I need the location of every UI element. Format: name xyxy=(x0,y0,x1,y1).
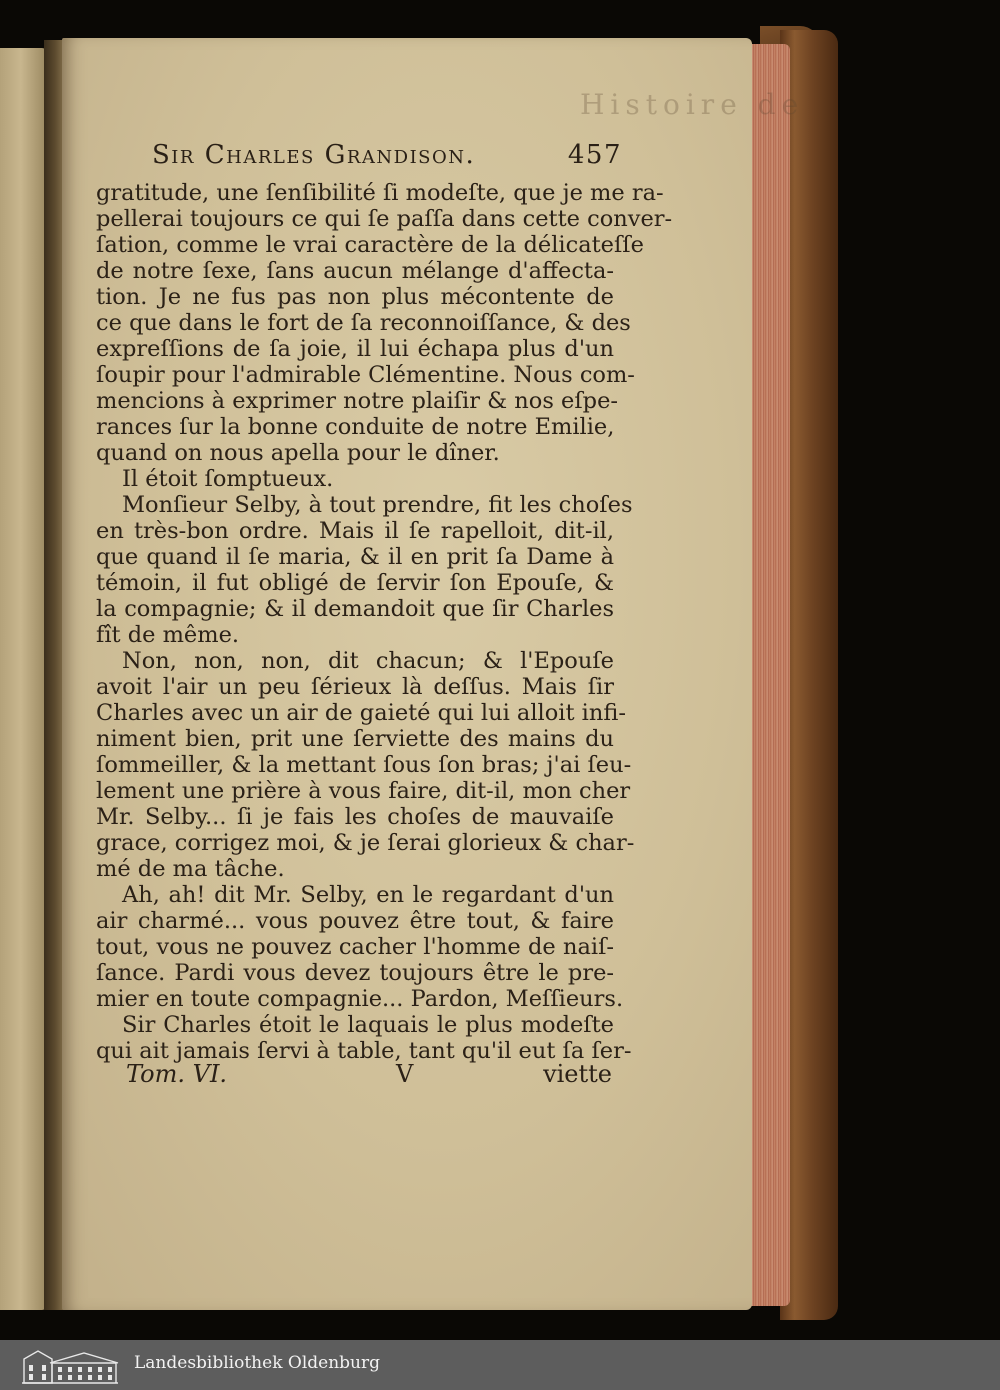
text-line: Sir Charles étoit le laquais le plus modeſte xyxy=(122,1012,614,1038)
text-line: niment bien, prit une ſerviette des mains du xyxy=(96,726,614,752)
page-number: 457 xyxy=(567,140,622,170)
running-head xyxy=(152,140,622,170)
text-line: quand on nous apella pour le dîner. xyxy=(96,440,500,466)
text-line: mé de ma tâche. xyxy=(96,856,285,882)
text-line: ſance. Pardi vous devez toujours être le pre- xyxy=(96,960,614,986)
text-line: Ah, ah! dit Mr. Selby, en le regardant d'un xyxy=(122,882,614,908)
text-line: grace, corrigez moi, & je ſerai glorieux & char- xyxy=(96,830,635,856)
text-line: air charmé... vous pouvez être tout, & faire xyxy=(96,908,614,934)
volume-mark: Tom. VI. xyxy=(126,1060,228,1088)
text-line: ſation, comme le vrai caractère de la délicateſſe xyxy=(96,232,644,258)
text-line: mencions à exprimer notre plaiſir & nos eſpe- xyxy=(96,388,618,414)
text-line: qui ait jamais ſervi à table, tant qu'il eut ſa ſer- xyxy=(96,1038,632,1064)
text-line: Monſieur Selby, à tout prendre, fit les choſes xyxy=(122,492,633,518)
text-line: Charles avec un air de gaieté qui lui alloit infi- xyxy=(96,700,626,726)
bleed-through-text: Histoire de xyxy=(580,88,805,121)
text-line: avoit l'air un peu ſérieux là deſſus. Mais ſir xyxy=(96,674,614,700)
text-line: ce que dans le fort de ſa reconnoiſſance, & des xyxy=(96,310,631,336)
signature-mark: V xyxy=(396,1060,414,1088)
text-line: fît de même. xyxy=(96,622,240,648)
catchword: viette xyxy=(543,1060,612,1088)
text-line: Il étoit ſomptueux. xyxy=(122,466,334,492)
running-title: Sir Charles Grandison. xyxy=(152,140,476,170)
text-line: pellerai toujours ce qui ſe paſſa dans cette conver- xyxy=(96,206,673,232)
library-banner xyxy=(0,1340,1000,1390)
library-name: Landesbibliothek Oldenburg xyxy=(134,1353,381,1373)
text-line: lement une prière à vous faire, dit-il, mon cher xyxy=(96,778,631,804)
text-line: expreſſions de ſa joie, il lui échapa plus d'un xyxy=(96,336,614,362)
text-line: ſommeiller, & la mettant ſous ſon bras; j'ai ſeu- xyxy=(96,752,632,778)
library-building-icon xyxy=(20,1345,120,1385)
text-line: rances ſur la bonne conduite de notre Emilie, xyxy=(96,414,615,440)
text-line: tion. Je ne fus pas non plus mécontente de xyxy=(96,284,614,310)
text-line: que quand il ſe maria, & il en prit ſa Dame à xyxy=(96,544,614,570)
text-line: en très-bon ordre. Mais il ſe rapelloit, dit-il, xyxy=(96,518,614,544)
text-line: mier en toute compagnie... Pardon, Meſſieurs. xyxy=(96,986,624,1012)
text-line: la compagnie; & il demandoit que ſir Charles xyxy=(96,596,614,622)
text-line: tout, vous ne pouvez cacher l'homme de naiſ- xyxy=(96,934,614,960)
text-line: de notre ſexe, ſans aucun mélange d'affecta- xyxy=(96,258,614,284)
left-page-edge xyxy=(0,48,46,1310)
text-line: gratitude, une ſenſibilité ſi modeſte, que je me ra- xyxy=(96,180,664,206)
text-line: Mr. Selby... ſi je fais les choſes de mauvaiſe xyxy=(96,804,614,830)
text-line: ſoupir pour l'admirable Clémentine. Nous com- xyxy=(96,362,635,388)
text-line: témoin, il fut obligé de ſervir ſon Epouſe, & xyxy=(96,570,614,596)
text-line: Non, non, non, dit chacun; & l'Epouſe xyxy=(122,648,614,674)
